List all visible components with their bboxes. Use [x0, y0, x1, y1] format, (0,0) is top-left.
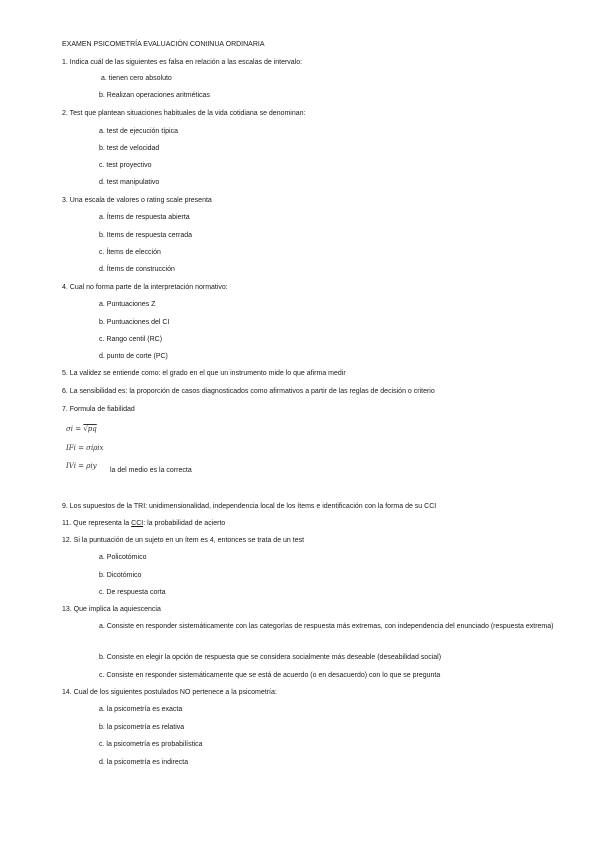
q11-term: CCI: [131, 520, 144, 527]
question-7: 7. Formula de fiabilidad: [62, 406, 135, 413]
q11-prefix: 11. Que representa la: [62, 520, 132, 527]
q12-option-b: b. Dicotómico: [99, 572, 142, 579]
formula-1-lhs: σi =: [66, 425, 84, 433]
q7-answer: la del medio es la correcta: [110, 467, 192, 474]
q11-suffix: : la probabilidad de acierto: [143, 520, 226, 527]
q2-option-c: c. test proyectivo: [99, 162, 152, 169]
question-1: 1. Indica cuál de las siguientes es falsa en relación a las escalas de intervalo:: [62, 59, 303, 66]
q4-option-a: a. Puntuaciones Z: [99, 301, 156, 308]
question-5: 5. La validez se entiende como: el grado en el que un instrumento mide lo que afirma medir: [62, 370, 346, 377]
q4-option-c: c. Rango centil (RC): [99, 336, 163, 343]
q12-option-c: c. De respuesta corta: [99, 589, 166, 596]
q14-option-c: c. la psicometría es probabilística: [99, 741, 203, 748]
q4-option-d: d. punto de corte (PC): [99, 353, 168, 360]
q13-option-a: a. Consiste en responder sistemáticamente con las categorías de respuesta más extremas, con independencia del enunciado (respuesta extrema): [99, 623, 554, 630]
q13-option-c: c. Consiste en responder sistemáticamente que se está de acuerdo (o en desacuerdo) con lo que se pregunta: [99, 672, 441, 679]
q2-option-b: b. test de velocidad: [99, 145, 160, 152]
q14-option-a: a. la psicometría es exacta: [99, 706, 183, 713]
question-14: 14. Cual de los siguientes postulados NO pertenece a la psicometría:: [62, 689, 277, 696]
q12-option-a: a. Policotómico: [99, 554, 147, 561]
q4-option-b: b. Puntuaciones del CI: [99, 319, 170, 326]
question-4: 4. Cual no forma parte de la interpretación normativo:: [62, 284, 228, 291]
q3-option-d: d. Ítems de construcción: [99, 266, 175, 273]
question-6: 6. La sensibilidad es: la proporción de casos diagnosticados como afirmativos a partir de las reglas de decisión o criterio: [62, 388, 435, 395]
q3-option-a: a. Ítems de respuesta abierta: [99, 214, 190, 221]
formula-reliability-index: [66, 425, 97, 433]
q2-option-a: a. test de ejecución típica: [99, 128, 178, 135]
question-2: 2. Test que plantean situaciones habituales de la vida cotidiana se denominan:: [62, 110, 306, 117]
q13-option-b: b. Consiste en elegir la opción de respuesta que se considera socialmente más deseable (deseabilidad social): [99, 654, 442, 661]
document-title: EXAMEN PSICOMETRÍA EVALUACIÓN CONtINUA ORDINARIA: [62, 41, 265, 48]
q1-option-b: b. Realizan operaciones aritméticas: [99, 92, 210, 99]
q3-option-b: b. Items de respuesta cerrada: [99, 232, 192, 239]
formula-1-rhs: √pq: [83, 425, 97, 433]
question-13: 13. Que implica la aquiescencia: [62, 606, 161, 613]
question-3: 3. Una escala de valores o rating scale presenta: [62, 197, 212, 204]
q14-option-b: b. la psicometría es relativa: [99, 724, 185, 731]
q14-option-d: d. la psicometría es indirecta: [99, 759, 189, 766]
q2-option-d: d. test manipulativo: [99, 179, 160, 186]
formula-reliability-item: IFi = σiρix: [66, 444, 104, 452]
q1-option-a: a. tienen cero absoluto: [101, 75, 172, 82]
q3-option-c: c. Ítems de elección: [99, 249, 161, 256]
question-11: [62, 519, 225, 528]
question-12: 12. Si la puntuación de un sujeto en un ítem es 4, entonces se trata de un test: [62, 537, 305, 544]
formula-validity-index: IVi = ρiy: [66, 462, 97, 470]
question-9: 9. Los supuestos de la TRI: unidimensionalidad, independencia local de los ítems e identificación con la forma de su CCI: [62, 503, 437, 510]
